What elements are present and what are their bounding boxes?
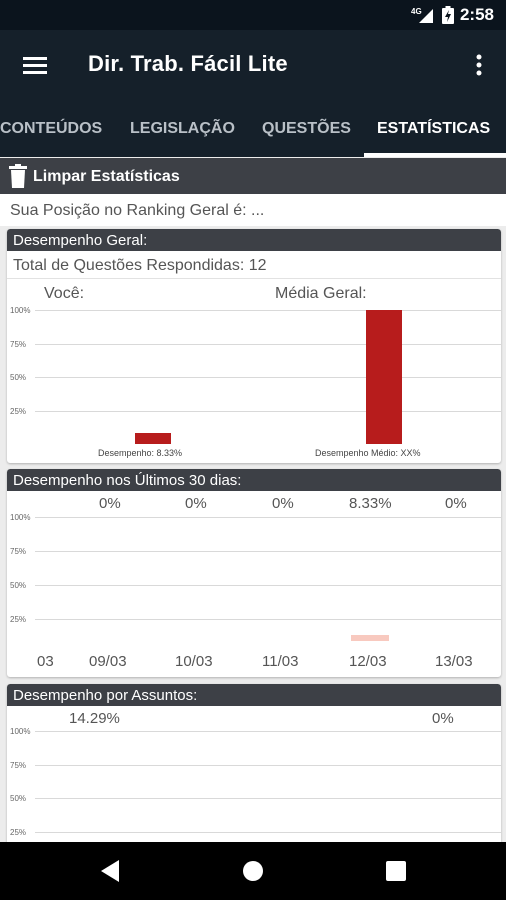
y-tick-label: 25% bbox=[10, 406, 27, 416]
y-tick-label: 100% bbox=[10, 727, 31, 736]
bar bbox=[351, 635, 389, 641]
x-tick-label: 10/03 bbox=[175, 653, 213, 670]
value-label: 0% bbox=[99, 495, 121, 512]
bar bbox=[135, 433, 171, 444]
tab-bar bbox=[0, 100, 506, 157]
gridline bbox=[35, 310, 501, 311]
subjects-card bbox=[7, 684, 501, 854]
bar-label: Desempenho Médio: XX% bbox=[315, 448, 421, 458]
gridline bbox=[35, 344, 501, 345]
system-nav-bar bbox=[0, 842, 506, 900]
app-bar bbox=[0, 30, 506, 100]
tab-estatisticas[interactable]: ESTATÍSTICAS bbox=[377, 120, 491, 137]
y-tick-label: 75% bbox=[10, 760, 27, 770]
last-30-days-chart bbox=[7, 491, 501, 677]
recents-icon[interactable] bbox=[386, 861, 406, 881]
x-tick-label: 13/03 bbox=[435, 653, 473, 670]
y-tick-label: 25% bbox=[10, 615, 27, 624]
gridline bbox=[35, 377, 501, 378]
network-type: 4G bbox=[411, 7, 422, 16]
tab-conteudos[interactable]: CONTEÚDOS bbox=[0, 120, 103, 137]
app-title: Dir. Trab. Fácil Lite bbox=[88, 51, 288, 76]
value-label: 0% bbox=[432, 710, 454, 727]
y-tick-label: 100% bbox=[10, 306, 31, 315]
x-tick-label: 09/03 bbox=[89, 653, 127, 670]
y-tick-label: 25% bbox=[10, 827, 27, 837]
clock: 2:58 bbox=[459, 5, 494, 24]
value-label: 0% bbox=[185, 495, 207, 512]
y-tick-label: 50% bbox=[10, 373, 27, 382]
general-chart bbox=[7, 279, 501, 463]
y-tick-label: 50% bbox=[10, 794, 27, 803]
gridline bbox=[35, 411, 501, 412]
y-tick-label: 50% bbox=[10, 581, 27, 590]
gridline bbox=[35, 619, 501, 620]
y-tick-label: 100% bbox=[10, 513, 31, 522]
card-title: Desempenho Geral: bbox=[7, 229, 501, 251]
home-icon[interactable] bbox=[242, 860, 264, 882]
gridline bbox=[35, 765, 501, 766]
x-tick-label: 03 bbox=[37, 653, 54, 670]
value-label: 0% bbox=[445, 495, 467, 512]
signal-icon bbox=[419, 9, 433, 23]
general-performance-card bbox=[7, 229, 501, 463]
trash-icon bbox=[9, 164, 27, 188]
average-caption: Média Geral: bbox=[275, 285, 367, 302]
menu-icon[interactable] bbox=[23, 55, 47, 75]
subjects-chart bbox=[7, 706, 501, 854]
gridline bbox=[35, 731, 501, 732]
y-tick-label: 75% bbox=[10, 339, 27, 349]
card-title: Desempenho por Assuntos: bbox=[7, 684, 501, 706]
gridline bbox=[35, 517, 501, 518]
value-label: 0% bbox=[272, 495, 294, 512]
gridline bbox=[35, 832, 501, 833]
y-tick-label: 75% bbox=[10, 547, 27, 556]
ranking-text: Sua Posição no Ranking Geral é: ... bbox=[10, 202, 265, 219]
bar-label: Desempenho: 8.33% bbox=[98, 448, 183, 458]
gridline bbox=[35, 585, 501, 586]
card-title: Desempenho nos Últimos 30 dias: bbox=[7, 469, 501, 491]
ranking-row bbox=[0, 194, 506, 226]
gridline bbox=[35, 798, 501, 799]
tab-legislacao[interactable]: LEGISLAÇÃO bbox=[130, 120, 235, 137]
active-tab-indicator bbox=[364, 153, 506, 157]
total-answered: Total de Questões Respondidas: 12 bbox=[7, 251, 501, 279]
bar bbox=[366, 310, 402, 444]
clear-stats-label: Limpar Estatísticas bbox=[33, 168, 180, 185]
back-icon[interactable] bbox=[101, 860, 121, 882]
tab-questoes[interactable]: QUESTÕES bbox=[262, 120, 351, 137]
value-label: 14.29% bbox=[69, 710, 120, 727]
clear-stats-button[interactable] bbox=[0, 158, 506, 194]
you-caption: Você: bbox=[44, 285, 85, 302]
gridline bbox=[35, 551, 501, 552]
battery-icon bbox=[442, 6, 454, 24]
value-label: 8.33% bbox=[349, 495, 392, 512]
x-tick-label: 12/03 bbox=[349, 653, 387, 670]
more-vert-icon[interactable] bbox=[476, 54, 482, 76]
status-bar bbox=[0, 0, 506, 30]
last-30-days-card bbox=[7, 469, 501, 677]
x-tick-label: 11/03 bbox=[262, 653, 299, 670]
